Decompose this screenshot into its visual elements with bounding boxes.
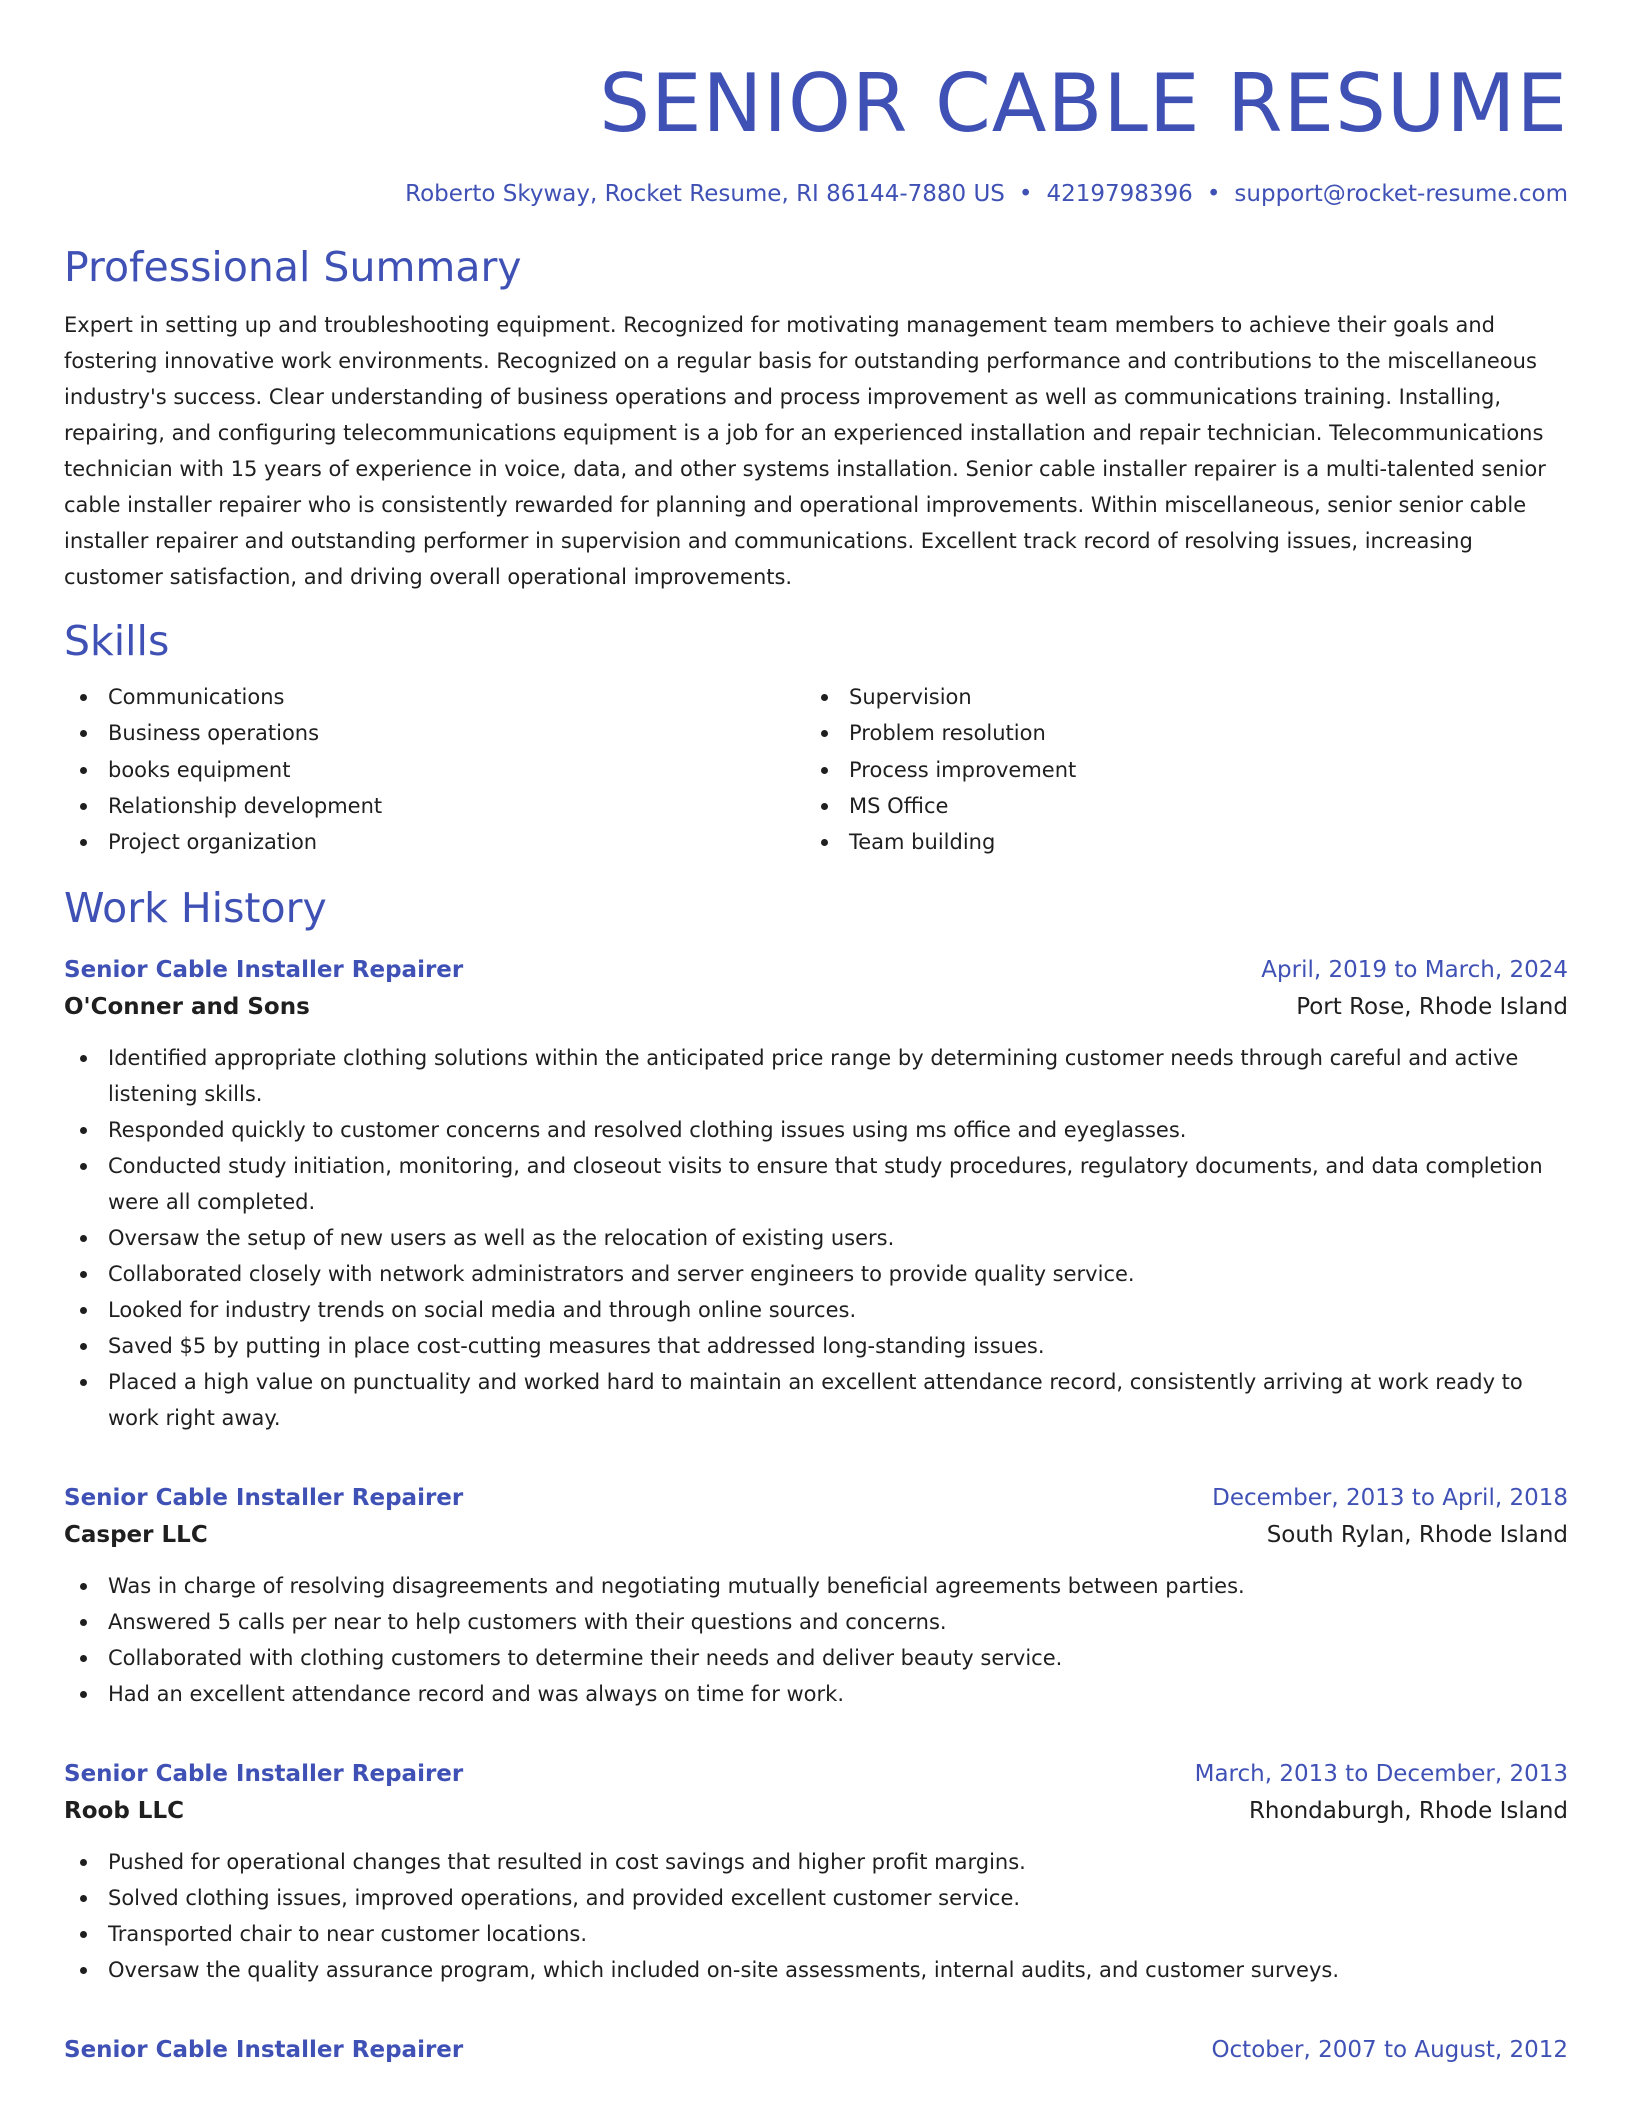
job-bullet: Transported chair to near customer locations. [64,1916,1568,1952]
job-bullets [64,1040,1568,1436]
skill-item: Business operations [64,715,805,751]
job-title: Senior Cable Installer Repairer [64,1485,464,1512]
job-dates: December, 2013 to April, 2018 [1212,1485,1568,1512]
skill-item: MS Office [805,788,1546,824]
contact-separator: • [1206,181,1221,207]
contact-phone: 4219798396 [1046,181,1193,207]
job-header-row [64,2032,1568,2068]
job-bullet: Oversaw the quality assurance program, which included on-site assessments, internal audits, and customer surveys. [64,1952,1568,1988]
skills-list [64,679,1568,860]
contact-email[interactable]: support@rocket-resume.com [1234,181,1568,207]
skills-column-left [64,679,805,860]
skill-item: Project organization [64,824,805,860]
job-location: Rhondaburgh, Rhode Island [1248,1798,1568,1825]
contact-line [64,179,1568,209]
skill-item: Problem resolution [805,715,1546,751]
job-bullet: Had an excellent attendance record and was always on time for work. [64,1676,1568,1712]
contact-address: Roberto Skyway, Rocket Resume, RI 86144-7880 US [405,181,1005,207]
job-header-row [64,952,1568,988]
job-bullets [64,1844,1568,1988]
job-company: Roob LLC [64,1798,184,1825]
job-company-row [64,988,1568,1026]
skills-heading: Skills [64,617,170,665]
job-bullet: Collaborated with clothing customers to determine their needs and deliver beauty service. [64,1640,1568,1676]
skill-item: Relationship development [64,788,805,824]
job-bullet: Identified appropriate clothing solutions within the anticipated price range by determining customer needs through careful and active listening skills. [64,1040,1568,1112]
summary-heading: Professional Summary [64,243,522,291]
job-bullet: Solved clothing issues, improved operations, and provided excellent customer service. [64,1880,1568,1916]
job-dates: October, 2007 to August, 2012 [1211,2037,1568,2064]
summary-text: Expert in setting up and troubleshooting equipment. Recognized for motivating management team members to achieve their goals and fostering innovative work environments. Recognized on a regular basis for outstanding performance and contributions to the miscellaneous industry's success. Clear understanding of business operations and process improvement as well as communications training. Installing, repairing, and configuring telecommunications equipment is a job for an experienced installation and repair technician. Telecommunications technician with 15 years of experience in voice, data, and other systems installation. Senior cable installer repairer is a multi-talented senior cable installer repairer who is consistently rewarded for planning and operational improvements. Within miscellaneous, senior senior cable installer repairer and outstanding performer in supervision and communications. Excellent track record of resolving issues, increasing customer satisfaction, and driving overall operational improvements. [64,313,1546,589]
skill-item: Team building [805,824,1546,860]
job-bullet: Pushed for operational changes that resulted in cost savings and higher profit margins. [64,1844,1568,1880]
job-bullet: Responded quickly to customer concerns and resolved clothing issues using ms office and eyeglasses. [64,1112,1568,1148]
job-title: Senior Cable Installer Repairer [64,957,464,984]
job-company: O'Conner and Sons [64,994,310,1021]
job-entry [64,952,1568,1436]
skill-item: Process improvement [805,752,1546,788]
job-location: South Rylan, Rhode Island [1266,1522,1568,1549]
job-bullets [64,1568,1568,1712]
skill-item: Communications [64,679,805,715]
skill-item: books equipment [64,752,805,788]
job-bullet: Placed a high value on punctuality and worked hard to maintain an excellent attendance record, consistently arriving at work ready to work right away. [64,1364,1568,1436]
job-title: Senior Cable Installer Repairer [64,1761,464,1788]
skill-item: Supervision [805,679,1546,715]
job-company: Casper LLC [64,1522,208,1549]
job-bullet: Conducted study initiation, monitoring, and closeout visits to ensure that study procedures, regulatory documents, and data completion were all completed. [64,1148,1568,1220]
job-bullet: Looked for industry trends on social media and through online sources. [64,1292,1568,1328]
job-location: Port Rose, Rhode Island [1296,994,1568,1021]
job-dates: April, 2019 to March, 2024 [1261,957,1568,984]
job-entry [64,2032,1568,2068]
resume-title: SENIOR CABLE RESUME [599,57,1568,150]
job-header-row [64,1756,1568,1792]
job-bullet: Was in charge of resolving disagreements and negotiating mutually beneficial agreements between parties. [64,1568,1568,1604]
work-history-heading: Work History [64,884,327,933]
skills-column-right [805,679,1546,860]
job-bullet: Saved $5 by putting in place cost-cutting measures that addressed long-standing issues. [64,1328,1568,1364]
job-entry [64,1480,1568,1712]
job-dates: March, 2013 to December, 2013 [1194,1761,1568,1788]
contact-separator: • [1018,181,1033,207]
job-bullet: Answered 5 calls per near to help customers with their questions and concerns. [64,1604,1568,1640]
job-header-row [64,1480,1568,1516]
job-title: Senior Cable Installer Repairer [64,2037,464,2064]
job-company-row [64,1792,1568,1830]
job-bullet: Oversaw the setup of new users as well as the relocation of existing users. [64,1220,1568,1256]
job-entry [64,1756,1568,1988]
job-company-row [64,1516,1568,1554]
job-bullet: Collaborated closely with network administrators and server engineers to provide quality service. [64,1256,1568,1292]
